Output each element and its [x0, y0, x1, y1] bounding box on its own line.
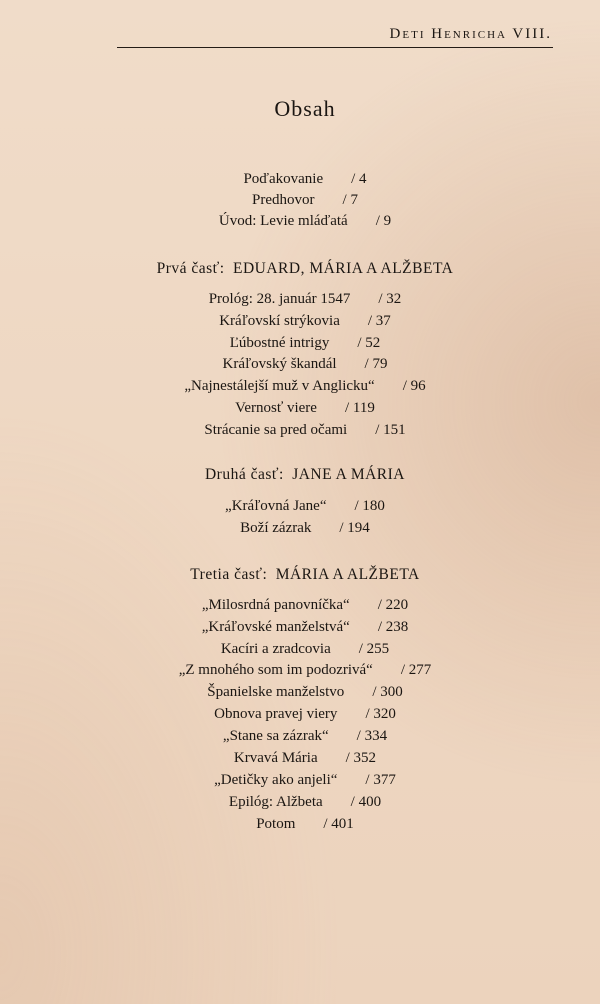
part-names: JANE A MÁRIA	[292, 466, 405, 483]
toc-entry	[0, 794, 600, 811]
toc-entry-page: / 352	[345, 750, 377, 766]
toc-entry-title: Predhovor	[252, 192, 315, 208]
toc-entry-page: / 7	[342, 192, 358, 208]
part-names: MÁRIA A ALŽBETA	[275, 566, 420, 583]
toc-entry-page: / 32	[378, 291, 402, 307]
part-heading	[0, 466, 600, 484]
toc-entry	[0, 335, 600, 352]
toc-entry-page: / 9	[375, 213, 392, 229]
toc-entry-title: Poďakovanie	[243, 171, 324, 187]
toc-entry	[0, 356, 600, 373]
toc-entry-page: / 400	[350, 794, 382, 810]
toc-entry-page: / 277	[400, 662, 432, 678]
toc-entry	[0, 728, 600, 745]
toc-entry-title: Kráľovskí strýkovia	[219, 313, 340, 329]
toc-entry-page: / 96	[402, 378, 426, 394]
toc-entry-title: „Detičky ako anjeli“	[214, 772, 338, 788]
toc-entry-page: / 334	[356, 728, 388, 744]
running-head: Deti Henricha VIII.	[389, 26, 552, 42]
part-names: EDUARD, MÁRIA A ALŽBETA	[233, 260, 454, 277]
toc-entry	[0, 291, 600, 308]
part-heading	[0, 260, 600, 278]
toc-entry	[0, 192, 600, 209]
toc-entry	[0, 171, 600, 188]
toc-entry	[0, 422, 600, 439]
toc-entry-page: / 180	[354, 498, 385, 514]
toc-entry-title: Prológ: 28. január 1547	[208, 291, 351, 307]
toc-entry-title: „Najnestálejší muž v Anglicku“	[184, 378, 375, 394]
toc-entry-page: / 377	[365, 772, 396, 788]
toc-entry-page: / 119	[344, 400, 375, 416]
toc-entry-title: Obnova pravej viery	[214, 706, 338, 722]
toc-entry-title: Úvod: Levie mláďatá	[218, 213, 348, 229]
toc-entry-page: / 255	[358, 641, 390, 657]
page-title: Obsah	[274, 96, 336, 121]
toc-entry-title: Kráľovský škandál	[222, 356, 337, 372]
toc-entry-title: Krvavá Mária	[233, 750, 318, 766]
toc-entry-page: / 79	[364, 356, 388, 372]
toc-entry	[0, 816, 600, 833]
toc-entry-page: / 37	[367, 313, 391, 329]
part-label: Druhá časť:	[204, 466, 284, 483]
toc-entry-title: Španielske manželstvo	[207, 684, 345, 700]
toc-entry-page: / 401	[323, 816, 354, 832]
toc-entry-page: / 238	[377, 619, 409, 635]
toc-entry-page: / 194	[339, 520, 370, 536]
toc-entry	[0, 520, 600, 537]
toc-entry-title: Epilóg: Alžbeta	[228, 794, 323, 810]
toc-entry	[0, 772, 600, 789]
toc-entry-page: / 4	[351, 171, 367, 187]
header-rule	[117, 47, 553, 48]
toc-entry	[0, 641, 600, 658]
toc-entry	[0, 213, 600, 230]
toc-entry	[0, 378, 600, 395]
toc-entry-title: „Milosrdná panovníčka“	[201, 597, 350, 613]
toc-entry	[0, 750, 600, 767]
toc-entry-title: Kacíri a zradcovia	[220, 641, 331, 657]
toc-entry	[0, 498, 600, 515]
toc-entry-title: Boží zázrak	[240, 520, 312, 536]
toc-entry-title: „Kráľovské manželstvá“	[201, 619, 350, 635]
toc-entry-title: „Stane sa zázrak“	[222, 728, 329, 744]
toc-entry-title: Ľúbostné intrigy	[229, 335, 330, 351]
toc-entry	[0, 662, 600, 679]
toc-entry-page: / 300	[372, 684, 403, 700]
toc-entry-page: / 220	[377, 597, 409, 613]
toc-entry-title: „Kráľovná Jane“	[225, 498, 327, 514]
toc-entry-title: Strácanie sa pred očami	[204, 422, 348, 438]
toc-entry-title: Potom	[256, 816, 296, 832]
toc-entry	[0, 706, 600, 723]
toc-entry-title: Vernosť viere	[235, 400, 317, 416]
toc-entry	[0, 313, 600, 330]
toc-entry-title: „Z mnohého som im podozrivá“	[178, 662, 373, 678]
toc-entry	[0, 684, 600, 701]
toc-entry-page: / 52	[357, 335, 381, 351]
toc-entry	[0, 619, 600, 636]
toc-entry	[0, 597, 600, 614]
part-label: Prvá časť:	[156, 260, 225, 277]
toc-entry	[0, 400, 600, 417]
toc-entry-page: / 151	[375, 422, 406, 438]
part-label: Tretia časť:	[190, 566, 268, 583]
toc-entry-page: / 320	[365, 706, 396, 722]
part-heading	[0, 566, 600, 584]
